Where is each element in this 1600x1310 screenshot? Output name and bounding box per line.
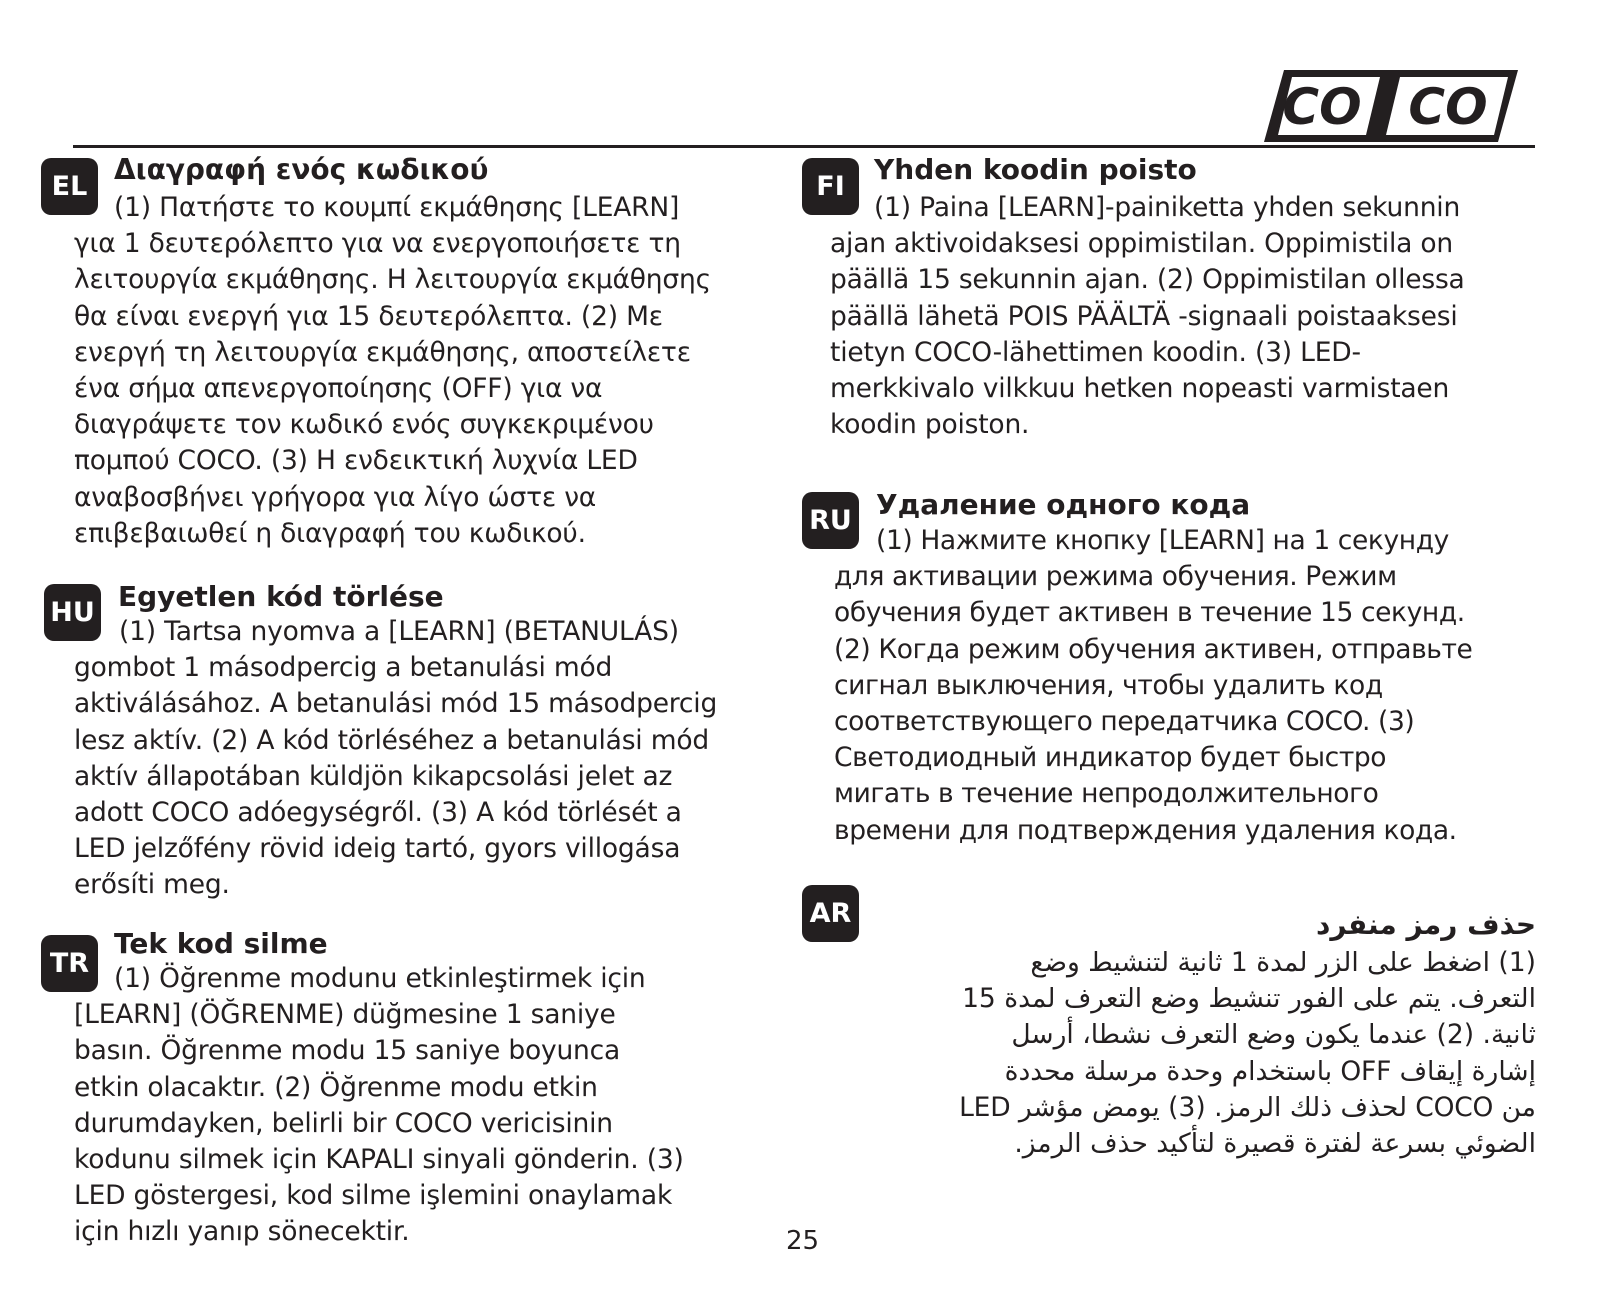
section-text-ar: (1) اضغط على الزر لمدة 1 ثانية لتنشيط وضع التعرف. يتم على الفور تنشيط وضع التعرف لمدة 15 ثانية. (2) عندما يكون وضع التعرف نشطا، أرسل إشارة إيقاف OFF باستخدام وحدة مرسلة محددة من COCO لحذف ذلك الرمز. (3) يومض مؤشر LED الضوئي بسرعة لفترة قصيرة لتأكيد حذف الرمز.	[959, 947, 1536, 1160]
section-title-hu: Egyetlen kód törlése	[118, 580, 444, 613]
language-badge-ru: RU	[802, 492, 859, 549]
section-title-tr: Tek kod silme	[114, 927, 328, 960]
svg-text:CO: CO	[1282, 78, 1362, 136]
language-badge-fi: FI	[802, 158, 859, 215]
section-text-hu: (1) Tartsa nyomva a [LEARN] (BETANULÁS) gombot 1 másodpercig a betanulási mód aktiválásához. A betanulási mód 15 másodpercig lesz aktív. (2) A kód törléséhez a betanulási mód aktív állapotában küldjön kikapcsolási jelet az adott COCO adóegységről. (3) A kód törlését a LED jelzőfény rövid ideig tartó, gyors villogása erősíti meg.	[74, 616, 718, 901]
page-number: 25	[786, 1226, 820, 1256]
section-text-ru: (1) Нажмите кнопку [LEARN] на 1 секунду для активации режима обучения. Режим обучения будет активен в течение 15 секунд. (2) Когда режим обучения активен, отправьте сигнал выключения, чтобы удалить код соответствующего передатчика COCO. (3) Светодиодный индикатор будет быстро мигать в течение непродолжительного времени для подтверждения удаления кода.	[834, 525, 1473, 846]
section-title-fi: Yhden koodin poisto	[874, 153, 1197, 186]
section-title-el: Διαγραφή ενός κωδικού	[114, 153, 489, 186]
header-rule	[73, 145, 1535, 148]
coco-logo	[1262, 68, 1520, 144]
section-text-tr: (1) Öğrenme modunu etkinleştirmek için [LEARN] (ÖĞRENME) düğmesine 1 saniye basın. Öğrenme modu 15 saniye boyunca etkin olacaktır. (2) Öğrenme modu etkin durumdayken, belirli bir COCO vericisinin kodunu silmek için KAPALI sinyali gönderin. (3) LED göstergesi, kod silme işlemini onaylamak için hızlı yanıp sönecektir.	[74, 963, 684, 1248]
section-text-fi: (1) Paina [LEARN]-painiketta yhden sekunnin ajan aktivoidaksesi oppimistilan. Oppimistila on päällä 15 sekunnin ajan. (2) Oppimistilan ollessa päällä lähetä POIS PÄÄLTÄ -signaali poistaaksesi tietyn COCO-lähettimen koodin. (3) LED- merkkivalo vilkkuu hetken nopeasti varmistaen koodin poiston.	[830, 192, 1465, 441]
language-badge-ar: AR	[802, 885, 859, 942]
section-text-el: (1) Πατήστε το κουμπί εκμάθησης [LEARN] για 1 δευτερόλεπτο για να ενεργοποιήσετε τη λειτουργία εκμάθησης. Η λειτουργία εκμάθησης θα είναι ενεργή για 15 δευτερόλεπτα. (2) Με ενεργή τη λειτουργία εκμάθησης, αποστείλετε ένα σήμα απενεργοποίησης (OFF) για να διαγράψετε τον κωδικό ενός συγκεκριμένου πομπού COCO. (3) Η ενδεικτική λυχνία LED αναβοσβήνει γρήγορα για λίγο ώστε να επιβεβαιωθεί η διαγραφή του κωδικού.	[74, 192, 711, 549]
section-title-ar: حذف رمز منفرد	[1316, 908, 1536, 941]
language-badge-tr: TR	[41, 935, 98, 992]
language-badge-el: EL	[41, 158, 98, 215]
section-title-ru: Удаление одного кода	[876, 488, 1251, 521]
language-badge-hu: HU	[44, 584, 101, 641]
svg-text:CO: CO	[1408, 78, 1488, 136]
